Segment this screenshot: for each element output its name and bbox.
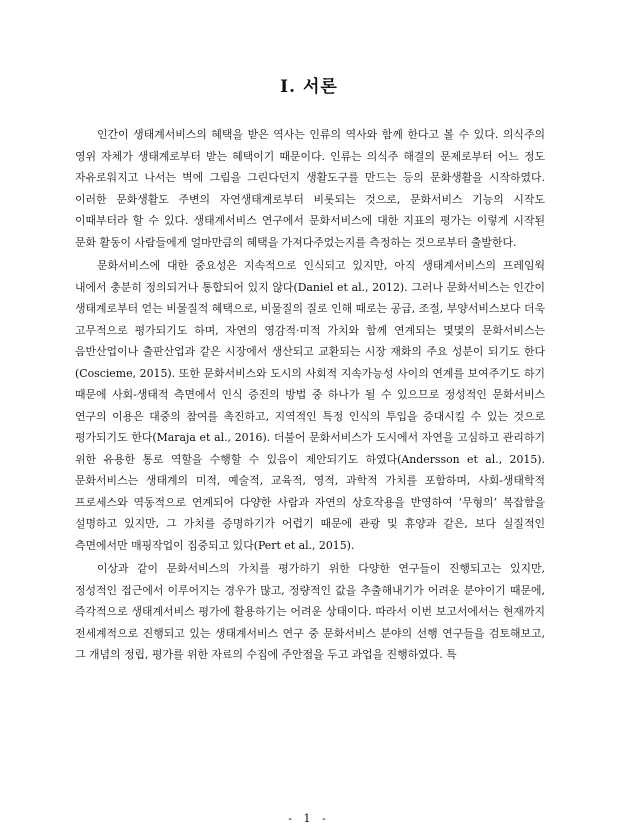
- paragraph-2: 문화서비스에 대한 중요성은 지속적으로 인식되고 있지만, 아직 생태계서비스의 프레임웍 내에서 충분히 정의되거나 통합되어 있지 않다(Daniel et al., 2012). 그러나 문화서비스는 인간이 생태계로부터 얻는 비물질적 혜택으로, 비물질의 질로 인해 때로는 공급, 조절, 부양서비스보다 더욱 고무적으로 평가되기도 하며, 자연의 영감적·미적 가치와 함께 연계되는 몇몇의 문화서비스는 음반산업이나 출판산업과 같은 시장에서 생산되고 교환되는 시장 재화의 주요 성분이 되기도 한다(Coscieme, 2015). 또한 문화서비스와 도시의 사회적 지속가능성 사이의 연계를 보여주기도 하기 때문에 사회-생태적 측면에서 인식 증진의 방법 중 하나가 될 수 있으므로 정성적인 문화서비스 연구의 이용은 대중의 참여를 촉진하고, 지역적인 특정 인식의 투입을 증대시킬 수 있는 것으로 평가되기도 한다(Maraja et al., 2016). 더불어 문화서비스가 도시에서 자연을 고심하고 관리하기 위한 유용한 통로 역할을 수행할 수 있음이 제안되기도 하였다(Andersson et al., 2015). 문화서비스는 생태계의 미적, 예술적, 교육적, 영적, 과학적 가치를 포함하며, 사회-생태학적 프로세스와 역동적으로 연계되어 다양한 사람과 자연의 상호작용을 반영하여 ‘무형의’ 복잡함을 설명하고 있지만, 그 가치를 증명하기가 어렵기 때문에 관광 및 휴양과 같은, 보다 실질적인 측면에서만 매핑작업이 집중되고 있다(Pert et al., 2015).: [75, 259, 545, 552]
- body-text: [75, 124, 545, 668]
- paragraph-3: 이상과 같이 문화서비스의 가치를 평가하기 위한 다양한 연구들이 진행되고는 있지만, 정성적인 접근에서 이루어지는 경우가 많고, 정량적인 값을 추출해내기가 어려운 분야이기 때문에, 즉각적으로 생태계서비스 평가에 활용하기는 어려운 상태이다. 따라서 이번 보고서에서는 현재까지 전세계적으로 진행되고 있는 생태계서비스 연구 중 문화서비스 분야의 선행 연구들을 검토해보고, 그 개념의 정립, 평가를 위한 자료의 수집에 주안점을 두고 과업을 진행하였다. 특: [75, 562, 545, 661]
- section-title: I. 서론: [280, 77, 338, 97]
- page-number: - 1 -: [288, 812, 330, 825]
- paragraph-1: 인간이 생태계서비스의 혜택을 받은 역사는 인류의 역사와 함께 한다고 볼 수 있다. 의식주의 영위 자체가 생태계로부터 받는 혜택이기 때문이다. 인류는 의식주 해결의 문제로부터 어느 정도 자유로워지고 나서는 벽에 그림을 그린다던지 생활도구를 만드는 등의 문화생활을 시작하였다. 이러한 문화생활도 주변의 자연생태계로부터 비롯되는 것으로, 문화서비스 기능의 시작도 이때부터라 할 수 있다. 생태계서비스 연구에서 문화서비스에 대한 지표의 평가는 이렇게 시작된 문화 활동이 사람들에게 얼마만큼의 혜택을 가져다주었는지를 측정하는 것으로부터 출발한다.: [75, 128, 545, 249]
